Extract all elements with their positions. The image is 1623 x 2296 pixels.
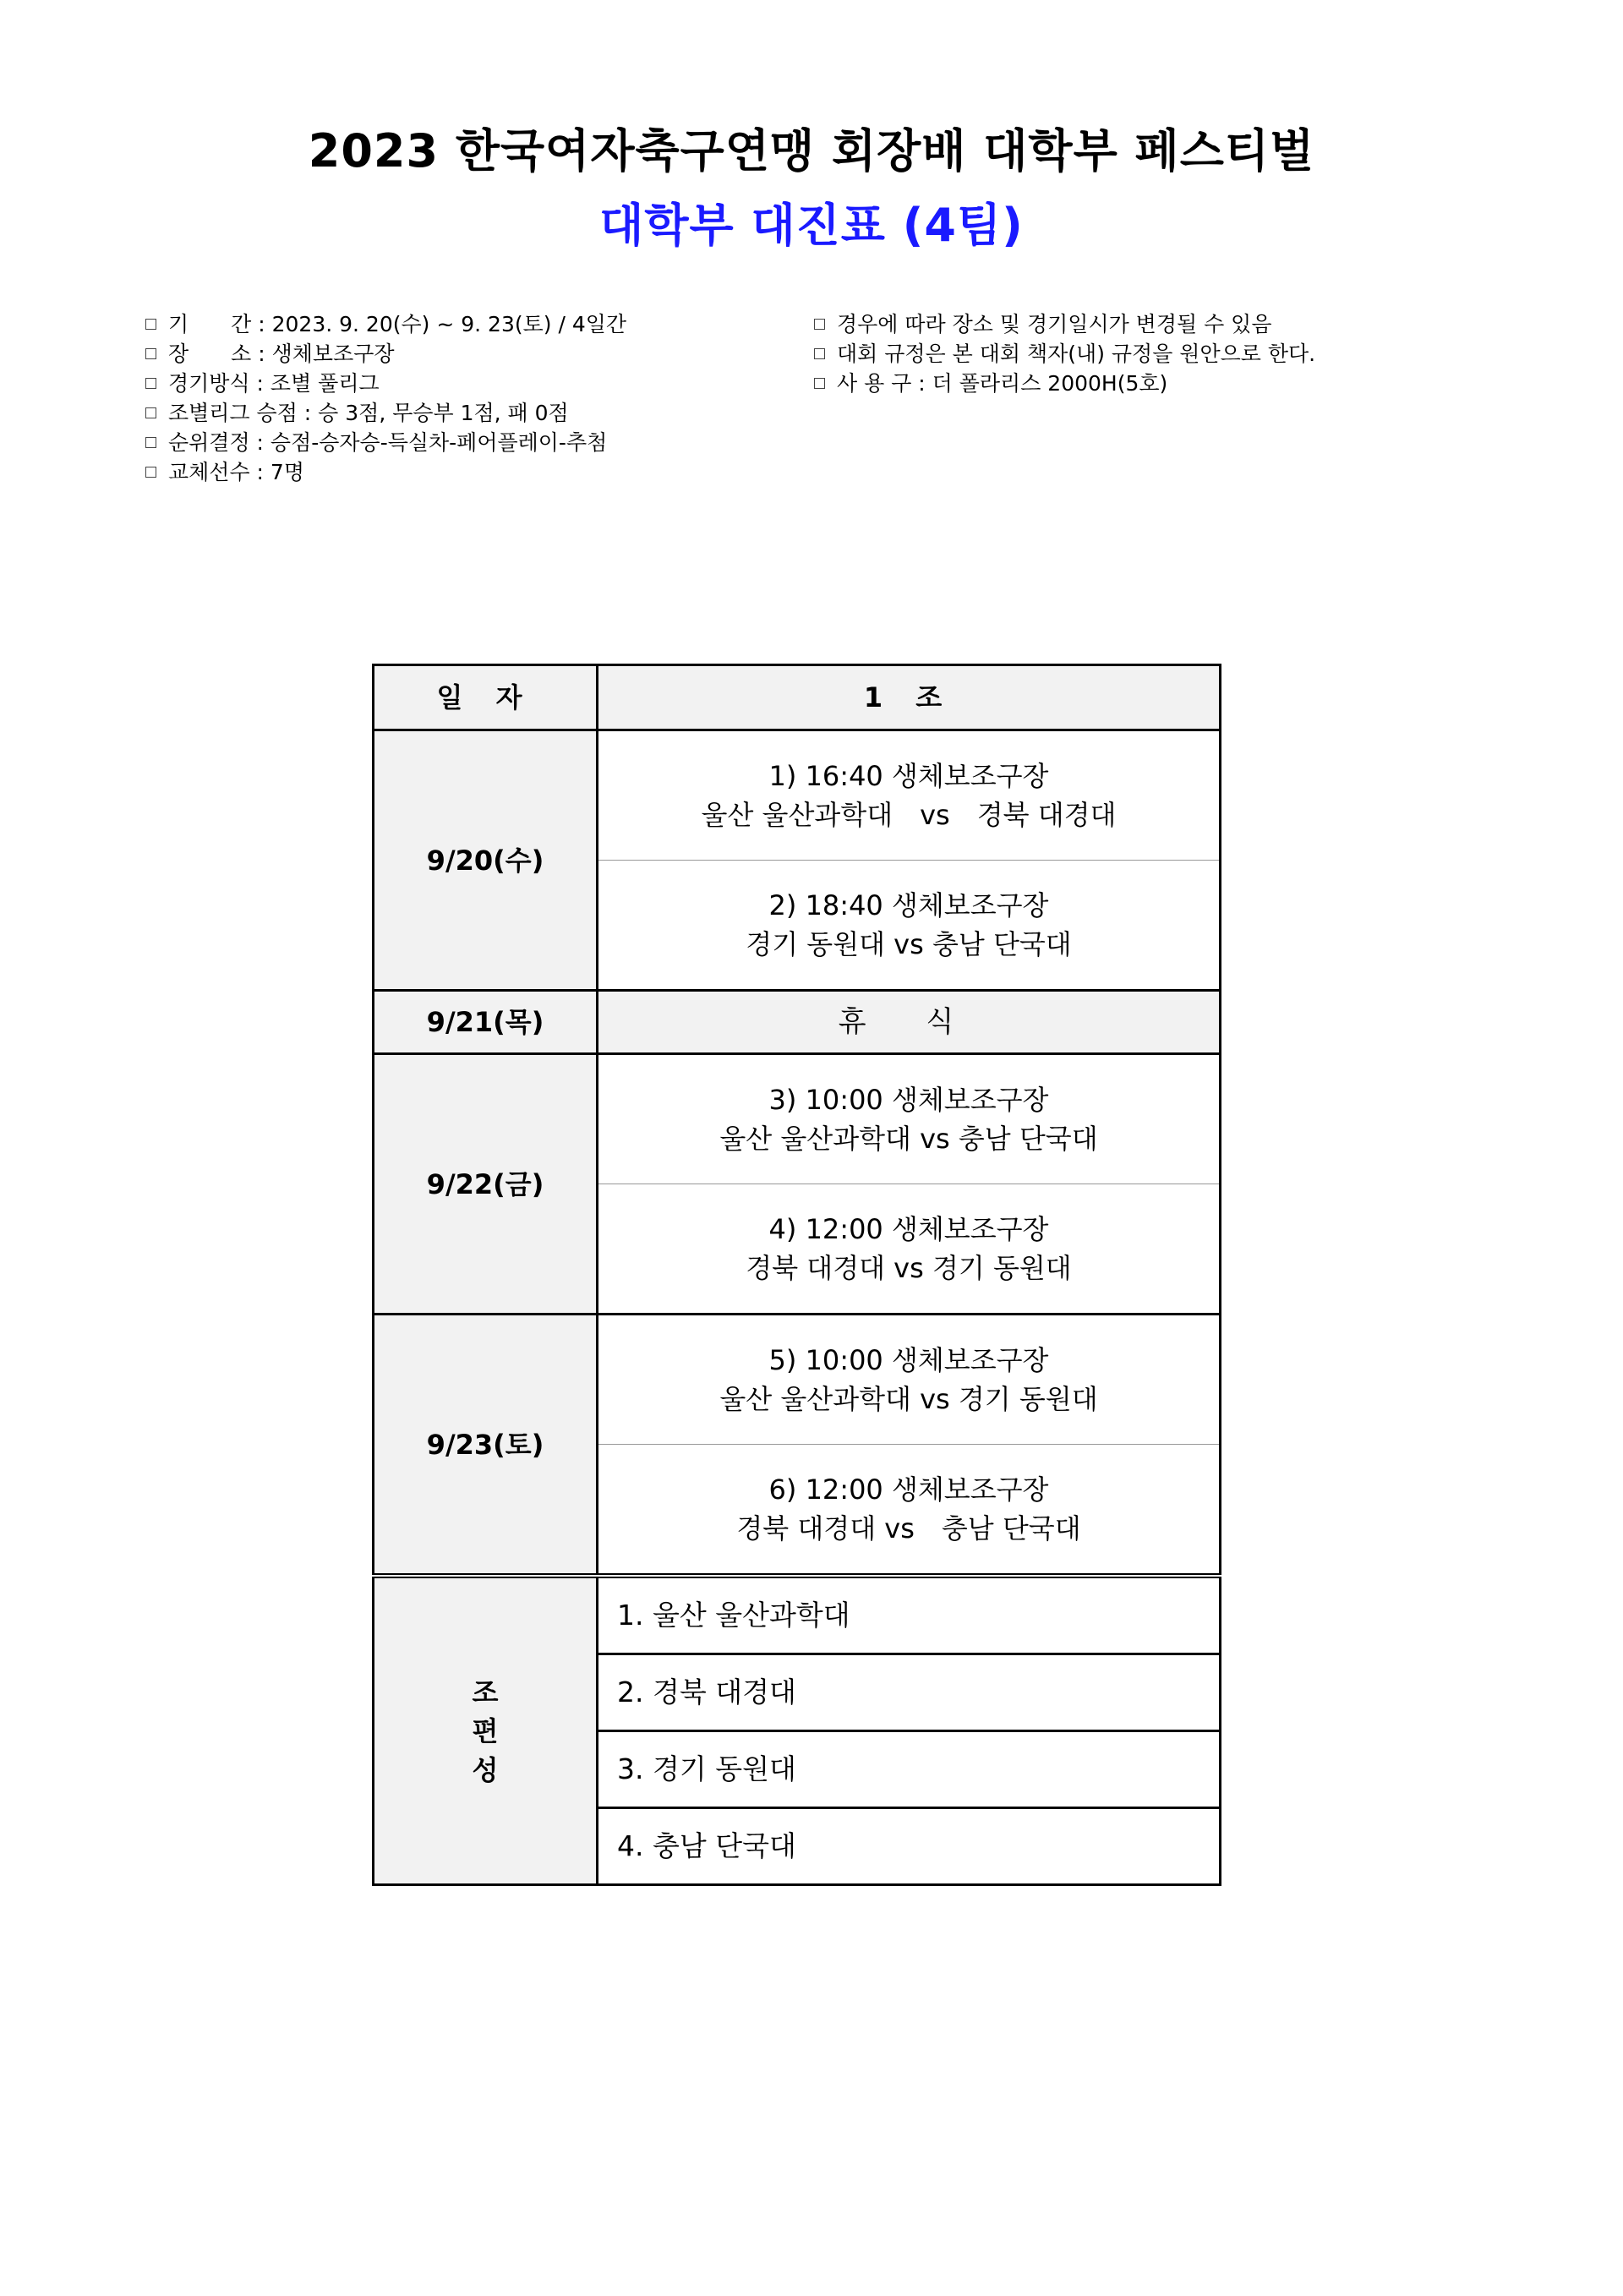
match-time-venue: 4) 12:00 생체보조구장 [768, 1213, 1049, 1245]
info-item: 순위결정 : 승점-승자승-득실차-페어플레이-추첨 [145, 428, 626, 457]
info-item: 기 간 : 2023. 9. 20(수) ~ 9. 23(토) / 4일간 [145, 309, 626, 339]
match-time-venue: 5) 10:00 생체보조구장 [768, 1344, 1049, 1376]
page-subtitle: 대학부 대진표 (4팀) [599, 199, 1024, 252]
column-header-date: 일 자 [374, 665, 598, 730]
group-composition-label: 조 편 성 [374, 1576, 598, 1885]
match-time-venue: 3) 10:00 생체보조구장 [768, 1084, 1049, 1116]
date-cell: 9/20(수) [374, 730, 598, 991]
schedule-table [372, 664, 1221, 1886]
match-cell [598, 1315, 1221, 1445]
match-cell [598, 1445, 1221, 1577]
match-cell [598, 1054, 1221, 1184]
rest-day-cell: 휴 식 [598, 991, 1221, 1054]
info-item: 교체선수 : 7명 [145, 457, 626, 487]
match-cell [598, 730, 1221, 861]
team-item: 3. 경기 동원대 [598, 1731, 1221, 1808]
checkbox-square-icon [814, 378, 825, 389]
match-teams: 울산 울산과학대 vs 경북 대경대 [701, 799, 1117, 831]
checkbox-square-icon [145, 407, 156, 418]
checkbox-square-icon [145, 348, 156, 359]
team-item: 1. 울산 울산과학대 [598, 1576, 1221, 1654]
checkbox-square-icon [814, 348, 825, 359]
date-cell: 9/21(목) [374, 991, 598, 1054]
match-cell [598, 861, 1221, 991]
match-teams: 경기 동원대 vs 충남 단국대 [746, 928, 1072, 960]
date-cell: 9/22(금) [374, 1054, 598, 1315]
date-cell: 9/23(토) [374, 1315, 598, 1577]
info-item: 사 용 구 : 더 폴라리스 2000H(5호) [814, 369, 1315, 398]
match-teams: 경북 대경대 vs 경기 동원대 [746, 1252, 1072, 1284]
match-time-venue: 2) 18:40 생체보조구장 [768, 889, 1049, 921]
table-row [374, 991, 1221, 1054]
checkbox-square-icon [145, 467, 156, 478]
table-row [374, 1054, 1221, 1184]
table-row [374, 730, 1221, 861]
checkbox-square-icon [145, 319, 156, 330]
match-teams: 울산 울산과학대 vs 경기 동원대 [719, 1383, 1098, 1415]
column-header-group: 1 조 [598, 665, 1221, 730]
checkbox-square-icon [814, 319, 825, 330]
team-item: 4. 충남 단국대 [598, 1808, 1221, 1885]
info-item: 경우에 따라 장소 및 경기일시가 변경될 수 있음 [814, 309, 1315, 339]
info-item: 대회 규정은 본 대회 책자(내) 규정을 원안으로 한다. [814, 339, 1315, 369]
page-title: 2023 한국여자축구연맹 회장배 대학부 페스티벌 [308, 124, 1315, 178]
match-time-venue: 6) 12:00 생체보조구장 [768, 1473, 1049, 1506]
table-row [374, 1576, 1221, 1654]
info-list-left [145, 309, 626, 487]
match-teams: 울산 울산과학대 vs 충남 단국대 [719, 1123, 1098, 1155]
table-header-row [374, 665, 1221, 730]
checkbox-square-icon [145, 378, 156, 389]
info-item: 조별리그 승점 : 승 3점, 무승부 1점, 패 0점 [145, 398, 626, 428]
team-item: 2. 경북 대경대 [598, 1654, 1221, 1731]
match-time-venue: 1) 16:40 생체보조구장 [768, 760, 1049, 792]
info-item: 장 소 : 생체보조구장 [145, 339, 626, 369]
info-list-right [814, 309, 1315, 398]
match-teams: 경북 대경대 vs 충남 단국대 [736, 1512, 1081, 1544]
checkbox-square-icon [145, 437, 156, 448]
info-item: 경기방식 : 조별 풀리그 [145, 369, 626, 398]
table-row [374, 1315, 1221, 1445]
match-cell [598, 1184, 1221, 1315]
